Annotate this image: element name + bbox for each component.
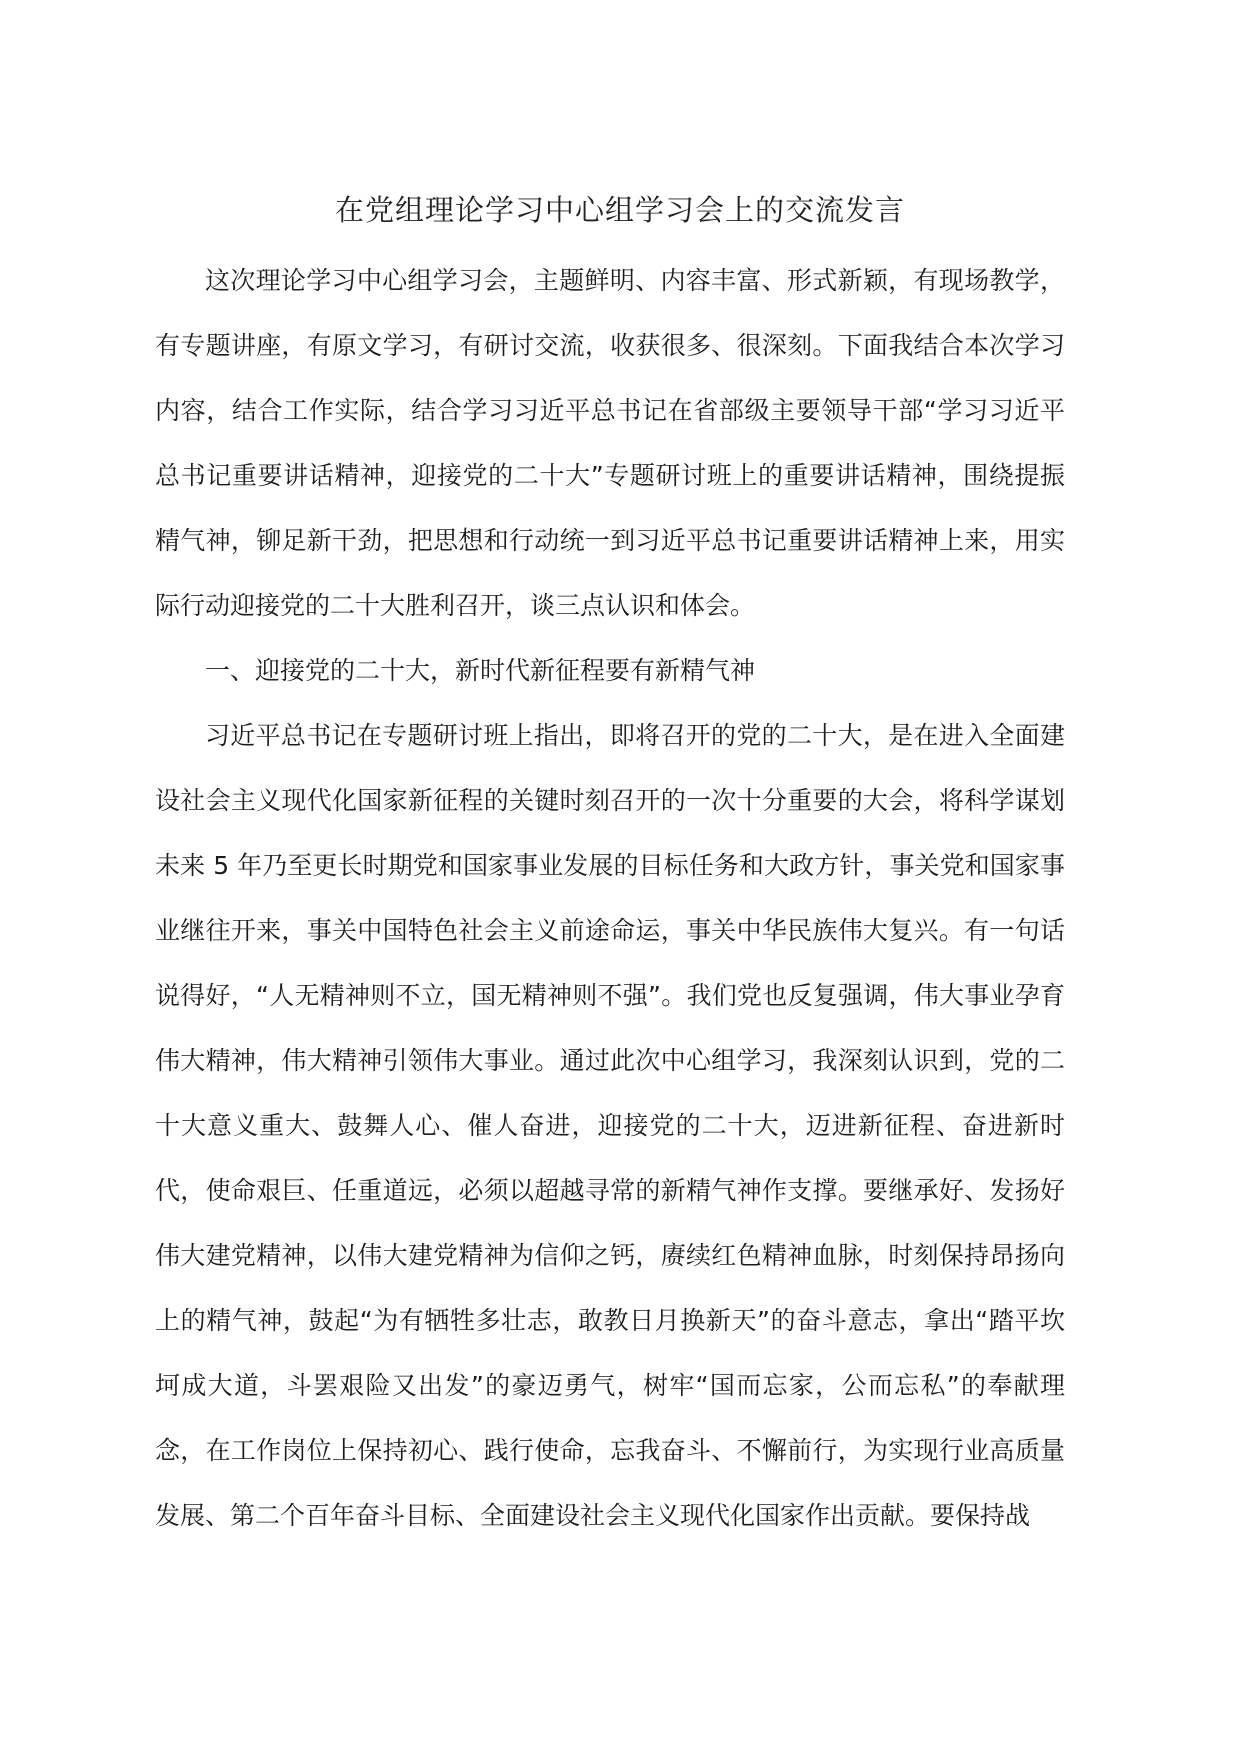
section-heading-1: 一、迎接党的二十大，新时代新征程要有新精气神: [205, 656, 756, 685]
paragraph-intro: 这次理论学习中心组学习会，主题鲜明、内容丰富、形式新颖，有现场教学，有专题讲座，有原文学习，有研讨交流，收获很多、很深刻。下面我结合本次学习内容，结合工作实际，结合学习习近平总书记在省部级主要领导干部“学习习近平总书记重要讲话精神，迎接党的二十大”专题研讨班上的重要讲话精神，围绕提振精气神，铆足新干劲，把思想和行动统一到习近平总书记重要讲话精神上来，用实际行动迎接党的二十大胜利召开，谈三点认识和体会。: [155, 266, 1065, 620]
document-title: 在党组理论学习中心组学习会上的交流发言: [334, 193, 905, 227]
document-body: [155, 248, 1065, 1548]
paragraph-section-1: 习近平总书记在专题研讨班上指出，即将召开的党的二十大，是在进入全面建设社会主义现代化国家新征程的关键时刻召开的一次十分重要的大会，将科学谋划未来 5 年乃至更长时期党和国家事业发展的目标任务和大政方针，事关党和国家事业继往开来，事关中国特色社会主义前途命运，事关中华民族伟大复兴。有一句话说得好，“人无精神则不立，国无精神则不强”。我们党也反复强调，伟大事业孕育伟大精神，伟大精神引领伟大事业。通过此次中心组学习，我深刻认识到，党的二十大意义重大、鼓舞人心、催人奋进，迎接党的二十大，迈进新征程、奋进新时代，使命艰巨、任重道远，必须以超越寻常的新精气神作支撑。要继承好、发扬好伟大建党精神，以伟大建党精神为信仰之钙，赓续红色精神血脉，时刻保持昂扬向上的精气神，鼓起“为有牺牲多壮志，敢教日月换新天”的奋斗意志，拿出“踏平坎坷成大道，斗罢艰险又出发”的豪迈勇气，树牢“国而忘家，公而忘私”的奉献理念，在工作岗位上保持初心、践行使命，忘我奋斗、不懈前行，为实现行业高质量发展、第二个百年奋斗目标、全面建设社会主义现代化国家作出贡献。要保持战: [155, 721, 1065, 1530]
